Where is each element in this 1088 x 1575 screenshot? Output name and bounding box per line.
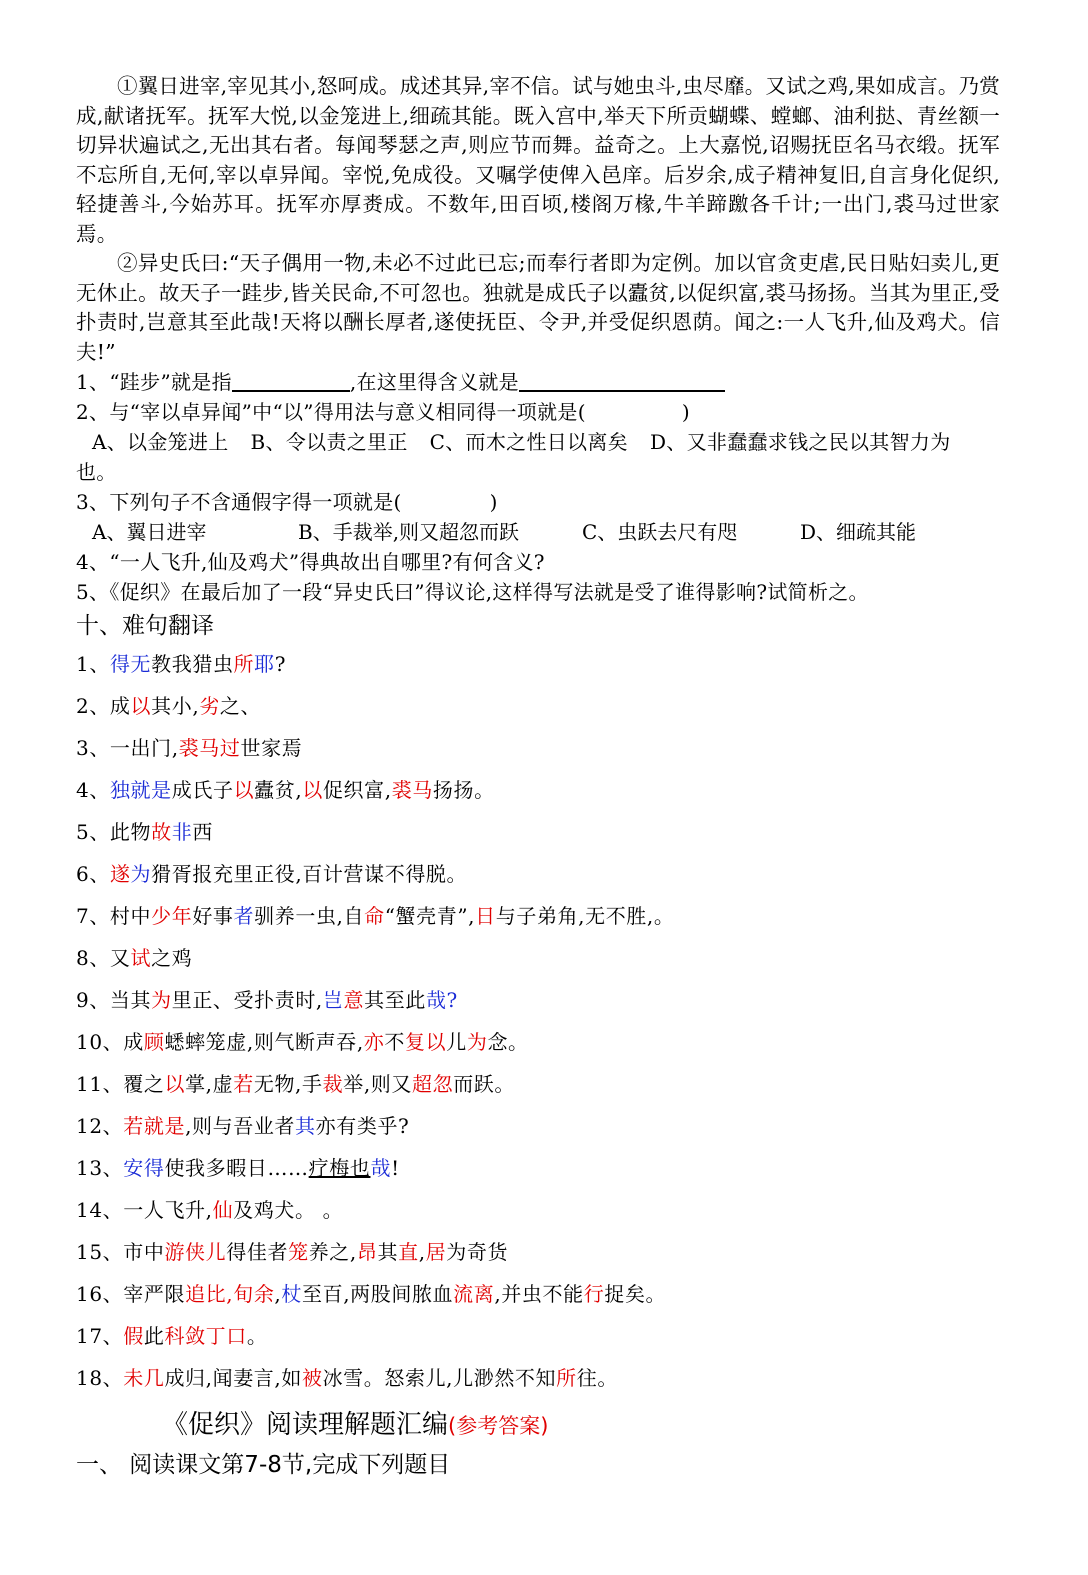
sentence-segment: 。 <box>246 1324 268 1348</box>
sentence-segment: 居 <box>425 1240 447 1264</box>
sentence-segment: 未几 <box>123 1366 165 1390</box>
sentence-segment: 至百,两股间脓血 <box>302 1282 454 1306</box>
sentence-segment: 所 <box>233 652 255 676</box>
sentence-segment: 者 <box>233 904 255 928</box>
sentence-segment: 无物,手 <box>253 1072 323 1096</box>
sentence-segment: 若 <box>233 1072 254 1096</box>
sentence-segment: ! <box>391 1156 400 1180</box>
sentence-segment: 复 <box>405 1030 426 1054</box>
sentence-segment: 使我多暇日…… <box>164 1156 309 1180</box>
answer-section-title: 《促织》阅读理解题汇编(参考答案) <box>162 1410 549 1440</box>
sentence-segment: 裘马过 <box>178 736 241 760</box>
translation-sentence-14 <box>76 1189 1000 1231</box>
sentence-segment: 17、 <box>76 1324 124 1348</box>
sentence-segment: 成氏子 <box>171 778 234 802</box>
translation-sentence-8 <box>76 937 1000 979</box>
translation-sentence-17 <box>76 1315 1000 1357</box>
sentence-segment: 所 <box>556 1366 577 1390</box>
sentence-segment: 为 <box>151 988 172 1012</box>
sentence-segment: 举,则又 <box>343 1072 412 1096</box>
sentence-segment: 1、 <box>76 652 110 676</box>
translation-sentence-3 <box>76 727 1000 769</box>
translation-sentence-15 <box>76 1231 1000 1273</box>
sentence-segment: 养之, <box>308 1240 357 1264</box>
sentence-segment: 教我猎虫 <box>151 652 234 676</box>
sentence-segment: 好事 <box>192 904 234 928</box>
sentence-segment: 。 <box>315 1198 344 1222</box>
sentence-segment: 掌,虚 <box>185 1072 234 1096</box>
sentence-segment: 非 <box>171 820 193 844</box>
sentence-segment: 科敛丁口 <box>164 1324 247 1348</box>
sentence-segment: 昂 <box>356 1240 378 1264</box>
option-c: C、而木之性日以离矣 <box>429 430 628 454</box>
sentence-segment: 其至此 <box>364 988 426 1012</box>
sentence-segment: 世家焉 <box>240 736 303 760</box>
sentence-segment: 18、 <box>76 1366 124 1390</box>
translation-sentence-18 <box>76 1357 1000 1399</box>
sentence-segment: 以 <box>425 1030 447 1054</box>
sentence-segment: 不 <box>384 1030 406 1054</box>
sentence-segment: 亦有类乎? <box>315 1114 410 1138</box>
option-b: B、手裁举,则又超忽而跃 <box>298 520 520 544</box>
sentence-segment: 7、村中 <box>76 904 152 928</box>
answer-blank[interactable] <box>519 370 725 392</box>
sentence-segment: 超忽 <box>411 1072 454 1096</box>
sentence-segment: 6、 <box>76 862 110 886</box>
sentence-segment: 成归,闻妻言,如 <box>164 1366 302 1390</box>
sentence-segment: 与子弟角,无不胜,。 <box>495 904 675 928</box>
sentence-segment: 8、又 <box>76 946 131 970</box>
section-heading-1: 一、 阅读课文第7-8节,完成下列题目 <box>76 1452 451 1478</box>
sentence-segment: 得无 <box>109 652 152 676</box>
sentence-segment: 劣 <box>199 694 220 718</box>
sentence-segment: 念。 <box>487 1030 529 1054</box>
option-d: D、细疏其能 <box>800 520 917 544</box>
sentence-segment: 10、成 <box>76 1030 144 1054</box>
question-4: 4、“一人飞升,仙及鸡犬”得典故出自哪里?有何含义? <box>76 550 545 574</box>
sentence-segment: 笼 <box>288 1240 309 1264</box>
sentence-segment: 驯养一虫,自 <box>254 904 365 928</box>
translation-sentence-7 <box>76 895 1000 937</box>
sentence-segment: 以 <box>130 694 152 718</box>
sentence-segment: 往。 <box>576 1366 618 1390</box>
sentence-segment: 里正、受扑责时, <box>171 988 323 1012</box>
option-a: A、翼日进宰 <box>92 520 207 544</box>
sentence-segment: 杖 <box>281 1282 302 1306</box>
sentence-segment: 疗梅也 <box>308 1156 371 1180</box>
sentence-segment: 哉? <box>425 988 458 1012</box>
sentence-segment: 而跃。 <box>453 1072 515 1096</box>
sentence-segment: 此 <box>143 1324 165 1348</box>
question-2: 2、与“宰以卓异闻”中“以”得用法与意义相同得一项就是( ) <box>76 400 690 424</box>
sentence-segment: ,并虫不能 <box>494 1282 584 1306</box>
sentence-segment: 9、当其 <box>76 988 152 1012</box>
translation-sentence-4 <box>76 769 1000 811</box>
sentence-segment: 之鸡 <box>151 946 193 970</box>
sentence-segment: 为 <box>466 1030 488 1054</box>
sentence-segment: ? <box>274 652 287 676</box>
sentence-segment: 若就是 <box>123 1114 186 1138</box>
sentence-segment: 裘马 <box>391 778 433 802</box>
sentence-segment: 游侠儿 <box>164 1240 227 1264</box>
sentence-segment: 5、此物 <box>76 820 152 844</box>
question-5: 5、《促织》在最后加了一段“异史氏曰”得议论,这样得写法就是受了谁得影响?试简析之。 <box>76 580 869 604</box>
sentence-segment: 其 <box>295 1114 316 1138</box>
sentence-segment: 蠹贫, <box>254 778 303 802</box>
sentence-segment: ,则与吾业者 <box>185 1114 296 1138</box>
sentence-segment: 15、市中 <box>76 1240 165 1264</box>
sentence-segment: 其小, <box>151 694 200 718</box>
sentence-segment: 以 <box>233 778 255 802</box>
sentence-segment: 猾胥报充里正役,百计营谋不得脱。 <box>151 862 468 886</box>
sentence-segment: 蟋蟀笼虚,则气断声吞, <box>164 1030 364 1054</box>
sentence-segment: 促织富, <box>322 778 392 802</box>
sentence-segment: , <box>418 1240 426 1264</box>
translation-sentence-16 <box>76 1273 1000 1315</box>
sentence-segment: 命 <box>364 904 385 928</box>
sentence-segment: 及鸡犬。 <box>233 1198 316 1222</box>
answer-tag: (参考答案) <box>448 1414 549 1438</box>
question-3: 3、下列句子不含通假字得一项就是( ) <box>76 490 498 514</box>
sentence-segment: 以 <box>164 1072 186 1096</box>
translation-sentence-6 <box>76 853 1000 895</box>
sentence-segment: 得佳者 <box>226 1240 289 1264</box>
sentence-segment: 直 <box>398 1240 419 1264</box>
translation-sentence-13 <box>76 1147 1000 1189</box>
sentence-segment: 2、成 <box>76 694 131 718</box>
translation-sentence-2 <box>76 685 1000 727</box>
answer-blank[interactable] <box>232 370 350 392</box>
sentence-segment: “蟹壳青”, <box>384 904 476 928</box>
sentence-segment: 其 <box>377 1240 399 1264</box>
passage-paragraph-2: ②异史氏曰:“天子偶用一物,未必不过此已忘;而奉行者即为定例。加以官贪吏虐,民日贴妇卖儿,更无休止。故天子一跬步,皆关民命,不可忽也。独就是成氏子以蠹贫,以促织富,裘马扬扬。当其为里正,受扑责时,岂意其至此哉!天将以酬长厚者,遂使抚臣、令尹,并受促织恩荫。闻之:一人飞升,仙及鸡犬。信夫!” <box>76 251 1000 364</box>
sentence-segment: 假 <box>123 1324 144 1348</box>
translation-list <box>76 643 1000 1399</box>
sentence-segment: 14、一人飞升, <box>76 1198 213 1222</box>
sentence-segment: 耶 <box>254 652 275 676</box>
sentence-segment: 为 <box>130 862 152 886</box>
sentence-segment: 13、 <box>76 1156 124 1180</box>
sentence-segment: 为奇货 <box>446 1240 509 1264</box>
sentence-segment: 冰雪。怒索儿,儿渺然不知 <box>322 1366 557 1390</box>
option-d: D、又非蠢蠢求钱之民以其智力为 <box>649 430 951 454</box>
translation-sentence-12 <box>76 1105 1000 1147</box>
translation-sentence-5 <box>76 811 1000 853</box>
sentence-segment: 行 <box>583 1282 605 1306</box>
option-b: B、令以责之里正 <box>250 430 408 454</box>
sentence-segment: 扬扬。 <box>432 778 495 802</box>
question-2-options <box>76 427 1000 457</box>
question-3-options <box>76 517 1000 547</box>
question-1: 1、“跬步”就是指 ,在这里得含义就是 <box>76 367 1000 397</box>
translation-sentence-9 <box>76 979 1000 1021</box>
sentence-segment: 安得 <box>123 1156 165 1180</box>
sentence-segment: 少年 <box>151 904 193 928</box>
sentence-segment: 11、覆之 <box>76 1072 165 1096</box>
sentence-segment: 以 <box>302 778 323 802</box>
sentence-segment: 12、 <box>76 1114 124 1138</box>
translation-sentence-1 <box>76 643 1000 685</box>
sentence-segment: 西 <box>192 820 213 844</box>
sentence-segment: 故 <box>151 820 172 844</box>
sentence-segment: 被 <box>301 1366 323 1390</box>
sentence-segment: 3、一出门, <box>76 736 179 760</box>
sentence-segment: 捉矣。 <box>604 1282 667 1306</box>
sentence-segment: 4、 <box>76 778 110 802</box>
sentence-segment: 哉 <box>370 1156 392 1180</box>
sentence-segment: 岂 <box>322 988 344 1012</box>
sentence-segment: 意 <box>343 988 365 1012</box>
option-a: A、以金笼进上 <box>92 430 229 454</box>
sentence-segment: 独就是 <box>109 778 172 802</box>
sentence-segment: 16、宰严限 <box>76 1282 186 1306</box>
sentence-segment: 流离 <box>453 1282 495 1306</box>
option-c: C、虫跃去尺有咫 <box>582 520 738 544</box>
sentence-segment: 追比,旬余 <box>185 1282 275 1306</box>
sentence-segment: 仙 <box>212 1198 234 1222</box>
sentence-segment: 裁 <box>322 1072 344 1096</box>
sentence-segment: , <box>274 1282 282 1306</box>
translation-sentence-10 <box>76 1021 1000 1063</box>
sentence-segment: 之、 <box>219 694 262 718</box>
section-heading-10: 十、难句翻译 <box>76 613 214 639</box>
passage-paragraph-1: ①翼日进宰,宰见其小,怒呵成。成述其异,宰不信。试与她虫斗,虫尽靡。又试之鸡,果如成言。乃赏成,献诸抚军。抚军大悦,以金笼进上,细疏其能。既入宫中,举天下所贡蝴蝶、螳螂、油利挞、青丝额一切异状遍试之,无出其右者。每闻琴瑟之声,则应节而舞。益奇之。上大嘉悦,诏赐抚臣名马衣缎。抚军不忘所自,无何,宰以卓异闻。宰悦,免成役。又嘱学使俾入邑庠。后岁余,成子精神复旧,自言身化促织,轻捷善斗,今始苏耳。抚军亦厚赉成。不数年,田百顷,楼阁万椽,牛羊蹄躈各千计;一出门,裘马过世家焉。 <box>76 74 1000 246</box>
sentence-segment: 儿 <box>446 1030 467 1054</box>
sentence-segment: 顾 <box>143 1030 165 1054</box>
sentence-segment: 亦 <box>363 1030 385 1054</box>
sentence-segment: 试 <box>130 946 152 970</box>
translation-sentence-11 <box>76 1063 1000 1105</box>
question-2-tail: 也。 <box>76 460 117 484</box>
sentence-segment: 日 <box>475 904 496 928</box>
sentence-segment: 遂 <box>109 862 131 886</box>
